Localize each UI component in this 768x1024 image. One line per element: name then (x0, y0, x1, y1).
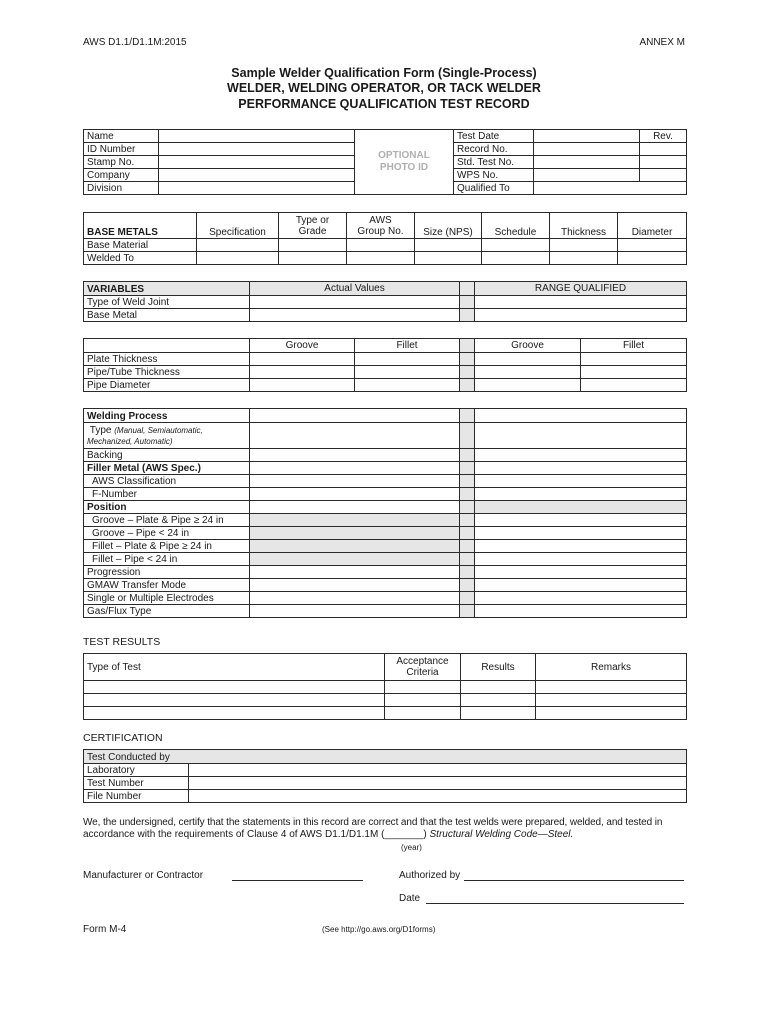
pipe-groove-actual[interactable] (250, 366, 355, 379)
test-row-1-criteria[interactable] (385, 681, 461, 694)
col-type-line2: Grade (298, 225, 327, 237)
company-label: Company (84, 169, 159, 182)
col-type-line1: Type or (295, 214, 330, 226)
form-subtitle-2: PERFORMANCE QUALIFICATION TEST RECORD (238, 97, 530, 111)
file-number-field[interactable] (189, 790, 687, 803)
f-number-range[interactable] (475, 488, 687, 501)
test-conducted-by-label: Test Conducted by (84, 750, 687, 764)
col-thickness: Thickness (550, 213, 618, 239)
test-number-label: Test Number (84, 777, 189, 790)
stamp-no-label: Stamp No. (84, 156, 159, 169)
filler-metal-actual[interactable] (250, 462, 460, 475)
base-material-diameter[interactable] (618, 239, 687, 252)
photo-id-line2: PHOTO ID (379, 162, 429, 173)
groove-plate-pipe-range[interactable] (475, 514, 687, 527)
aws-classification-label: AWS Classification (84, 475, 250, 488)
plate-groove-actual[interactable] (250, 353, 355, 366)
manufacturer-label: Manufacturer or Contractor (83, 870, 204, 881)
plate-fillet-actual[interactable] (355, 353, 460, 366)
process-type-sub2: Mechanized, Automatic) (87, 436, 173, 446)
certification-statement (83, 817, 686, 841)
welded-to-spec[interactable] (197, 252, 279, 265)
col-aws-group (347, 213, 415, 239)
range-fillet-heading: Fillet (581, 339, 687, 353)
actual-fillet-heading: Fillet (355, 339, 460, 353)
statement-line-2 (83, 829, 686, 841)
col-specification: Specification (197, 213, 279, 239)
test-row-1-results[interactable] (461, 681, 536, 694)
col-aws-line1: AWS (369, 214, 392, 226)
gas-flux-type-label: Gas/Flux Type (84, 605, 250, 618)
separator-column (460, 488, 475, 501)
thickness-blank-header (84, 339, 250, 353)
rev-field-3[interactable] (640, 169, 687, 182)
pipe-diameter-label: Pipe Diameter (84, 379, 250, 392)
laboratory-field[interactable] (189, 764, 687, 777)
fillet-plate-pipe-actual-shaded (250, 540, 460, 553)
fillet-plate-pipe-label: Fillet – Plate & Pipe ≥ 24 in (84, 540, 250, 553)
range-qualified-heading: RANGE QUALIFIED (475, 282, 687, 296)
separator-column (460, 423, 475, 449)
base-material-spec[interactable] (197, 239, 279, 252)
thickness-table (83, 338, 687, 392)
base-material-schedule[interactable] (482, 239, 550, 252)
plate-groove-range[interactable] (475, 353, 581, 366)
col-diameter: Diameter (618, 213, 687, 239)
separator-column (460, 353, 475, 366)
separator-column (460, 527, 475, 540)
aws-classification-actual[interactable] (250, 475, 460, 488)
f-number-label: F-Number (84, 488, 250, 501)
base-metal-range[interactable] (475, 309, 687, 322)
separator-column (460, 339, 475, 353)
welded-to-diameter[interactable] (618, 252, 687, 265)
electrodes-actual[interactable] (250, 592, 460, 605)
pipe-groove-range[interactable] (475, 366, 581, 379)
remarks-heading: Remarks (536, 654, 687, 681)
form-subtitle-1: WELDER, WELDING OPERATOR, OR TACK WELDER (227, 81, 541, 95)
position-range-shaded (475, 501, 687, 514)
separator-column (460, 379, 475, 392)
diameter-fillet-actual[interactable] (355, 379, 460, 392)
welded-to-label: Welded To (84, 252, 197, 265)
process-type-range[interactable] (475, 423, 687, 449)
welded-to-group[interactable] (347, 252, 415, 265)
wps-no-field[interactable] (534, 169, 640, 182)
base-material-group[interactable] (347, 239, 415, 252)
test-row-3-results[interactable] (461, 707, 536, 720)
id-number-field[interactable] (159, 143, 355, 156)
gmaw-actual[interactable] (250, 579, 460, 592)
base-metals-table (83, 212, 687, 265)
rev-label: Rev. (640, 130, 687, 143)
welding-process-label: Welding Process (84, 409, 250, 423)
certification-table (83, 749, 687, 803)
welding-process-actual[interactable] (250, 409, 460, 423)
document-code: AWS D1.1/D1.1M:2015 (83, 37, 187, 48)
base-metal-label: Base Metal (84, 309, 250, 322)
weld-joint-range[interactable] (475, 296, 687, 309)
test-row-3-type[interactable] (84, 707, 385, 720)
aws-classification-range[interactable] (475, 475, 687, 488)
welding-process-range[interactable] (475, 409, 687, 423)
base-metals-heading: BASE METALS (84, 213, 197, 239)
separator-column (460, 553, 475, 566)
separator-column (460, 409, 475, 423)
actual-values-heading: Actual Values (250, 282, 460, 296)
test-row-3-remarks[interactable] (536, 707, 687, 720)
separator-column (460, 296, 475, 309)
process-type-text: Type (89, 424, 112, 436)
groove-plate-pipe-actual-shaded (250, 514, 460, 527)
pipe-fillet-range[interactable] (581, 366, 687, 379)
fillet-plate-pipe-range[interactable] (475, 540, 687, 553)
gmaw-transfer-mode-label: GMAW Transfer Mode (84, 579, 250, 592)
variables-table (83, 281, 687, 322)
structural-welding-code: Structural Welding Code—Steel. (429, 829, 574, 840)
test-row-2-results[interactable] (461, 694, 536, 707)
base-material-size[interactable] (415, 239, 482, 252)
test-row-1-type[interactable] (84, 681, 385, 694)
form-title: Sample Welder Qualification Form (Single-Process) (231, 66, 537, 80)
rev-field-2[interactable] (640, 156, 687, 169)
test-row-2-type[interactable] (84, 694, 385, 707)
backing-label: Backing (84, 449, 250, 462)
test-number-field[interactable] (189, 777, 687, 790)
progression-label: Progression (84, 566, 250, 579)
name-field[interactable] (159, 130, 355, 143)
test-row-2-remarks[interactable] (536, 694, 687, 707)
qualified-to-field[interactable] (534, 182, 687, 195)
division-label: Division (84, 182, 159, 195)
laboratory-label: Laboratory (84, 764, 189, 777)
gas-flux-actual[interactable] (250, 605, 460, 618)
groove-pipe-label: Groove – Pipe < 24 in (84, 527, 250, 540)
separator-column (460, 449, 475, 462)
division-field[interactable] (159, 182, 355, 195)
photo-id-line1: OPTIONAL (378, 150, 430, 161)
authorized-by-label: Authorized by (399, 870, 461, 881)
year-blank[interactable]: _______ (384, 829, 424, 840)
base-material-thickness[interactable] (550, 239, 618, 252)
welded-to-schedule[interactable] (482, 252, 550, 265)
groove-pipe-actual-shaded (250, 527, 460, 540)
diameter-fillet-range[interactable] (581, 379, 687, 392)
test-row-2-criteria[interactable] (385, 694, 461, 707)
test-row-1-remarks[interactable] (536, 681, 687, 694)
std-test-no-field[interactable] (534, 156, 640, 169)
identity-table (83, 129, 687, 195)
separator-column (460, 282, 475, 296)
record-no-label: Record No. (454, 143, 534, 156)
weld-joint-actual[interactable] (250, 296, 460, 309)
test-date-field[interactable] (534, 130, 640, 143)
separator-column (460, 605, 475, 618)
fillet-pipe-actual-shaded (250, 553, 460, 566)
gas-flux-range[interactable] (475, 605, 687, 618)
certification-heading: CERTIFICATION (83, 732, 163, 744)
test-results-table (83, 653, 687, 720)
statement-line-2b: ) (423, 829, 427, 840)
progression-range[interactable] (475, 566, 687, 579)
col-size-nps: Size (NPS) (415, 213, 482, 239)
form-number: Form M-4 (83, 924, 127, 935)
separator-column (460, 579, 475, 592)
fillet-pipe-range[interactable] (475, 553, 687, 566)
manufacturer-signature-line[interactable] (232, 868, 363, 881)
col-aws-line2: Group No. (357, 225, 404, 237)
gmaw-range[interactable] (475, 579, 687, 592)
process-type-actual[interactable] (250, 423, 460, 449)
test-row-3-criteria[interactable] (385, 707, 461, 720)
plate-thickness-label: Plate Thickness (84, 353, 250, 366)
separator-column (460, 366, 475, 379)
authorized-by-signature-line[interactable] (464, 868, 684, 881)
diameter-groove-range[interactable] (475, 379, 581, 392)
separator-column (460, 462, 475, 475)
record-no-field[interactable] (534, 143, 640, 156)
welded-to-thickness[interactable] (550, 252, 618, 265)
separator-column (460, 566, 475, 579)
electrodes-label: Single or Multiple Electrodes (84, 592, 250, 605)
progression-actual[interactable] (250, 566, 460, 579)
f-number-actual[interactable] (250, 488, 460, 501)
process-type-sub1: (Manual, Semiautomatic, (114, 425, 203, 435)
backing-range[interactable] (475, 449, 687, 462)
forms-link[interactable]: (See http://go.aws.org/D1forms) (322, 925, 436, 934)
welded-to-size[interactable] (415, 252, 482, 265)
separator-column (460, 514, 475, 527)
statement-line-1: We, the undersigned, certify that the statements in this record are correct and that the test welds were prepared, welded, and tested in (83, 817, 663, 828)
separator-column (460, 592, 475, 605)
backing-actual[interactable] (250, 449, 460, 462)
plate-fillet-range[interactable] (581, 353, 687, 366)
acceptance-criteria-heading (385, 654, 461, 681)
base-material-type[interactable] (279, 239, 347, 252)
test-date-label: Test Date (454, 130, 534, 143)
col-schedule: Schedule (482, 213, 550, 239)
rev-field[interactable] (640, 143, 687, 156)
separator-column (460, 309, 475, 322)
position-label: Position (84, 501, 250, 514)
id-number-label: ID Number (84, 143, 159, 156)
range-groove-heading: Groove (475, 339, 581, 353)
statement-line-2a: accordance with the requirements of Clause 4 of AWS D1.1/D1.1M ( (83, 829, 385, 840)
process-type-label (84, 423, 250, 449)
type-of-test-heading: Type of Test (84, 654, 385, 681)
filler-metal-range[interactable] (475, 462, 687, 475)
groove-pipe-range[interactable] (475, 527, 687, 540)
acceptance-line1: Acceptance (396, 656, 449, 667)
qualified-to-label: Qualified To (454, 182, 534, 195)
test-results-heading: TEST RESULTS (83, 636, 161, 648)
date-signature-line[interactable] (426, 891, 684, 904)
actual-groove-heading: Groove (250, 339, 355, 353)
type-of-weld-joint-label: Type of Weld Joint (84, 296, 250, 309)
base-metal-actual[interactable] (250, 309, 460, 322)
results-heading: Results (461, 654, 536, 681)
groove-plate-pipe-label: Groove – Plate & Pipe ≥ 24 in (84, 514, 250, 527)
separator-column (460, 475, 475, 488)
date-label: Date (399, 893, 421, 904)
electrodes-range[interactable] (475, 592, 687, 605)
welded-to-type[interactable] (279, 252, 347, 265)
separator-column (460, 501, 475, 514)
welding-process-table (83, 408, 687, 618)
filler-metal-label: Filler Metal (AWS Spec.) (84, 462, 250, 475)
pipe-fillet-actual[interactable] (355, 366, 460, 379)
annex-label: ANNEX M (639, 37, 685, 48)
fillet-pipe-label: Fillet – Pipe < 24 in (84, 553, 250, 566)
variables-heading: VARIABLES (84, 282, 250, 296)
std-test-no-label: Std. Test No. (454, 156, 534, 169)
stamp-no-field[interactable] (159, 156, 355, 169)
col-type-grade (279, 213, 347, 239)
wps-no-label: WPS No. (454, 169, 534, 182)
photo-id-box (355, 130, 454, 195)
position-actual[interactable] (250, 501, 460, 514)
file-number-label: File Number (84, 790, 189, 803)
base-material-label: Base Material (84, 239, 197, 252)
year-caption: (year) (401, 843, 422, 852)
acceptance-line2: Criteria (406, 667, 439, 678)
diameter-groove-actual[interactable] (250, 379, 355, 392)
name-label: Name (84, 130, 159, 143)
company-field[interactable] (159, 169, 355, 182)
pipe-tube-thickness-label: Pipe/Tube Thickness (84, 366, 250, 379)
separator-column (460, 540, 475, 553)
